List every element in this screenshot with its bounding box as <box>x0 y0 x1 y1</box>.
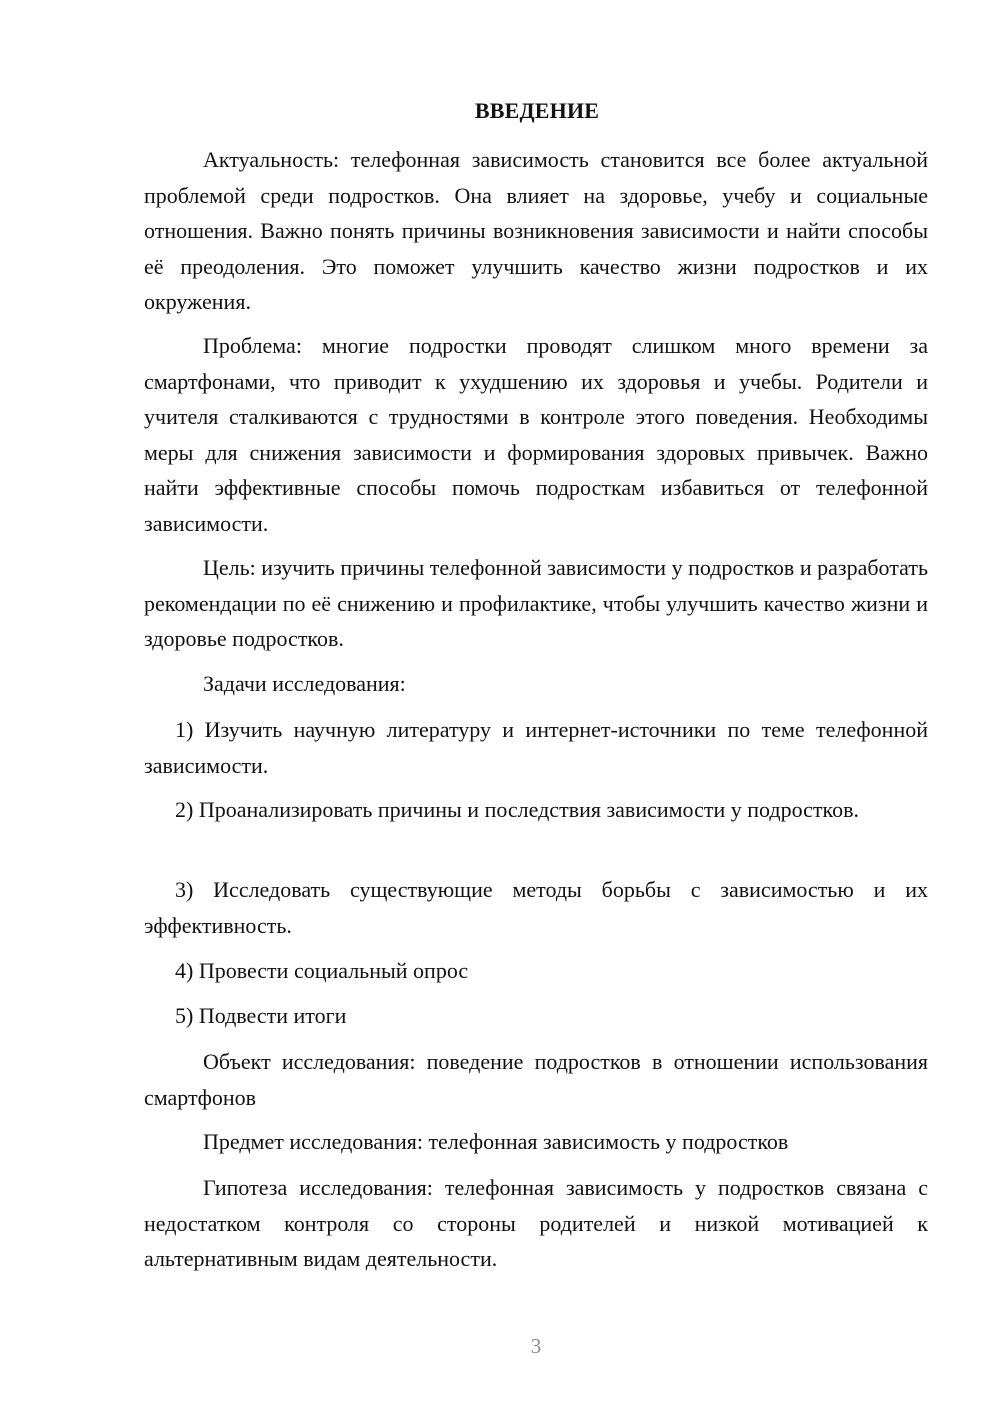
section-heading: ВВЕДЕНИЕ <box>474 98 600 123</box>
paragraph-problem: Проблема: многие подростки проводят слишком много времени за смартфонами, что приводит к ухудшению их здоровья и учебы. Родители и учителя сталкиваются с трудностями в контроле этого поведения. Необходимы меры для снижения зависимости и формирования здоровых привычек. Важно найти эффективные способы помочь подросткам избавиться от телефонной зависимости. <box>144 333 928 536</box>
paragraph-relevance: Актуальность: телефонная зависимость становится все более актуальной проблемой среди подростков. Она влияет на здоровье, учебу и социальные отношения. Важно понять причины возникновения зависимости и найти способы её преодоления. Это поможет улучшить качество жизни подростков и их окружения. <box>144 147 928 314</box>
task-item-2: 2) Проанализировать причины и последствия зависимости у подростков. <box>175 797 859 822</box>
page-number: 3 <box>530 1334 542 1358</box>
task-item-1: 1) Изучить научную литературу и интернет-источники по теме телефонной зависимости. <box>144 717 928 778</box>
paragraph-hypothesis: Гипотеза исследования: телефонная зависимость у подростков связана с недостатком контроля со стороны родителей и низкой мотивацией к альтернативным видам деятельности. <box>144 1175 928 1271</box>
paragraph-object: Объект исследования: поведение подростков в отношении использования смартфонов <box>144 1049 928 1110</box>
paragraph-goal: Цель: изучить причины телефонной зависимости у подростков и разработать рекомендации по её снижению и профилактике, чтобы улучшить качество жизни и здоровье подростков. <box>144 555 928 651</box>
task-item-3: 3) Исследовать существующие методы борьбы с зависимостью и их эффективность. <box>144 877 928 938</box>
tasks-heading: Задачи исследования: <box>203 671 406 696</box>
paragraph-subject: Предмет исследования: телефонная зависимость у подростков <box>203 1129 789 1154</box>
task-item-4: 4) Провести социальный опрос <box>175 958 469 983</box>
task-item-5: 5) Подвести итоги <box>175 1003 347 1028</box>
